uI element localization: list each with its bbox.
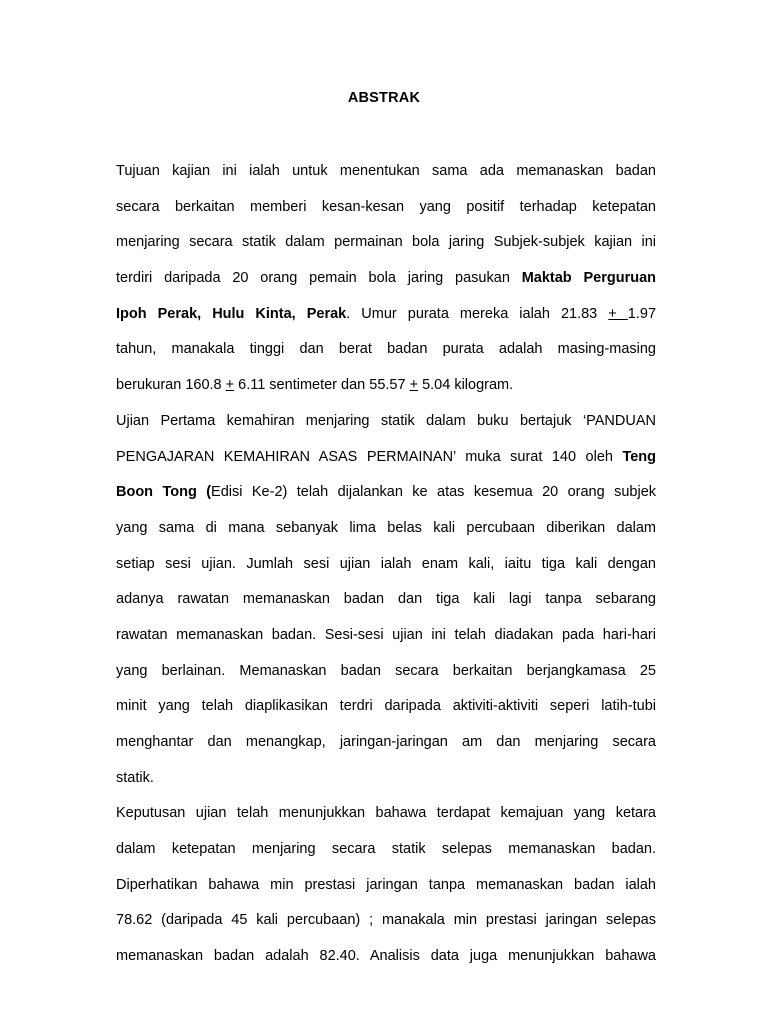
- text-line: [116, 411, 656, 447]
- text-line: [116, 803, 656, 839]
- text-line: [116, 375, 656, 411]
- text-line: [116, 197, 656, 233]
- text-span: . Umur purata mereka ialah 21.83: [346, 305, 609, 322]
- text-span: yang sama di mana sebanyak lima belas kali percubaan diberikan dalam: [116, 519, 656, 536]
- plus-minus-sign: +: [608, 305, 628, 322]
- abstract-body: [116, 161, 656, 982]
- text-span: 1.97: [627, 305, 657, 322]
- text-span: Ujian Pertama kemahiran menjaring statik dalam buku bertajuk ‘PANDUAN: [116, 412, 656, 429]
- text-line: [116, 518, 656, 554]
- text-span: terdiri daripada 20 orang pemain bola jaring pasukan: [116, 270, 522, 287]
- text-span: berukuran 160.8: [116, 377, 226, 394]
- text-span: Diperhatikan bahawa min prestasi jaringan tanpa memanaskan badan ialah: [116, 876, 656, 893]
- text-span: 6.11 sentimeter dan 55.57: [234, 377, 410, 394]
- bold-text: Boon Tong (: [116, 484, 212, 501]
- text-span: memanaskan badan adalah 82.40. Analisis data juga menunjukkan bahawa: [116, 948, 656, 965]
- text-span: tahun, manakala tinggi dan berat badan purata adalah masing-masing: [116, 341, 656, 358]
- text-span: yang berlainan. Memanaskan badan secara berkaitan berjangkamasa 25: [116, 662, 656, 679]
- text-line: [116, 339, 656, 375]
- bold-text: Ipoh Perak, Hulu Kinta, Perak: [116, 305, 347, 322]
- text-span: minit yang telah diaplikasikan terdri daripada aktiviti-aktiviti seperi latih-tubi: [116, 698, 656, 715]
- text-line: [116, 268, 656, 304]
- text-span: statik.: [116, 769, 154, 786]
- text-line: [116, 482, 656, 518]
- text-line: [116, 589, 656, 625]
- text-span: PENGAJARAN KEMAHIRAN ASAS PERMAINAN’ muka surat 140 oleh: [116, 448, 623, 465]
- text-span: Edisi Ke-2) telah dijalankan ke atas kesemua 20 orang subjek: [211, 484, 657, 501]
- text-span: rawatan memanaskan badan. Sesi-sesi ujian ini telah diadakan pada hari-hari: [116, 626, 656, 643]
- text-line: [116, 875, 656, 911]
- text-line: [116, 839, 656, 875]
- text-line: [116, 696, 656, 732]
- text-span: 78.62 (daripada 45 kali percubaan) ; manakala min prestasi jaringan selepas: [116, 912, 656, 929]
- text-line: [116, 625, 656, 661]
- text-span: dalam ketepatan menjaring secara statik selepas memanaskan badan.: [116, 841, 656, 858]
- plus-minus-sign: +: [409, 377, 419, 394]
- text-line: [116, 946, 656, 982]
- text-span: secara berkaitan memberi kesan-kesan yang positif terhadap ketepatan: [116, 198, 656, 215]
- text-span: Tujuan kajian ini ialah untuk menentukan sama ada memanaskan badan: [116, 163, 656, 179]
- text-line: [116, 661, 656, 697]
- text-span: menjaring secara statik dalam permainan bola jaring Subjek-subjek kajian ini: [116, 234, 656, 251]
- text-span: adanya rawatan memanaskan badan dan tiga kali lagi tanpa sebarang: [116, 591, 656, 608]
- text-line: [116, 161, 656, 197]
- text-line: [116, 232, 656, 268]
- text-span: setiap sesi ujian. Jumlah sesi ujian ialah enam kali, iaitu tiga kali dengan: [116, 555, 656, 572]
- page-title: ABSTRAK: [347, 90, 421, 106]
- text-line: [116, 910, 656, 946]
- bold-text: Teng: [622, 448, 656, 465]
- text-span: Keputusan ujian telah menunjukkan bahawa terdapat kemajuan yang ketara: [116, 805, 656, 822]
- text-line: [116, 732, 656, 768]
- text-line: [116, 447, 656, 483]
- bold-text: Maktab Perguruan: [521, 270, 656, 287]
- text-line: [116, 554, 656, 590]
- text-line: [116, 768, 656, 804]
- plus-minus-sign: +: [225, 377, 235, 394]
- text-span: 5.04 kilogram.: [418, 377, 514, 394]
- text-span: menghantar dan menangkap, jaringan-jaringan am dan menjaring secara: [116, 734, 656, 750]
- text-line: [116, 304, 656, 340]
